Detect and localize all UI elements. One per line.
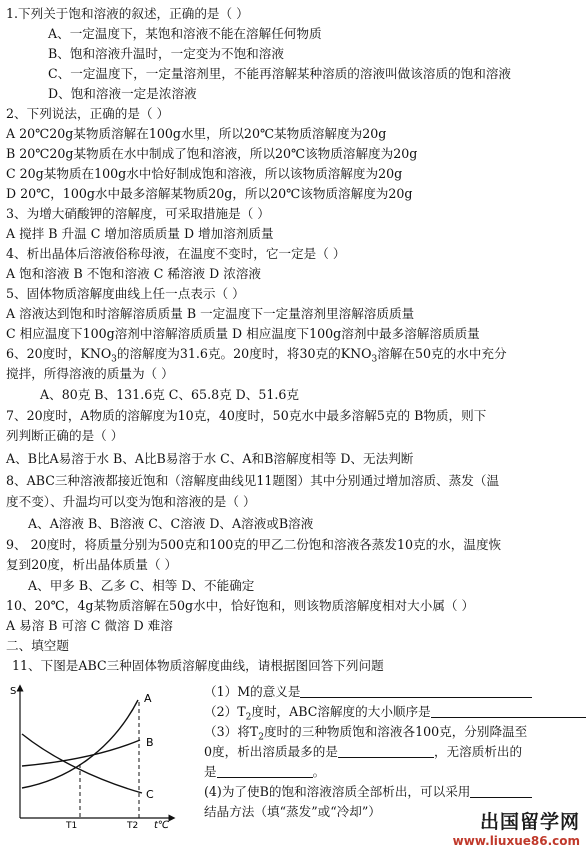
q11-part2: $(2)T_2$度时，ABC溶解度的大小顺序是 [204, 704, 586, 720]
solubility-curve-graph [6, 680, 182, 830]
t1-label: T1 [66, 821, 78, 830]
q11-part3-line2: 0度，析出溶质最多的是 ，无溶质析出的 [204, 744, 523, 759]
answer-blank-1[interactable] [300, 685, 532, 698]
q10-options: A 易溶 B 可溶 C 微溶 D 难溶 [6, 618, 173, 633]
q5-stem: 5、固体物质溶解度曲线上任一点表示（ ） [6, 286, 245, 301]
q11-part1: （1）M的意义是 [204, 684, 532, 700]
q1-stem: 1.下列关于饱和溶液的叙述，正确的是（ ） [6, 6, 249, 21]
q8-stem: 8、ABC三种溶液都接近饱和（溶解度曲线见11题图）其中分别通过增加溶质、蒸发（温 [6, 473, 500, 488]
q11-stem: 11、下图是ABC三种固体物质溶解度曲线，请根据图回答下列问题 [12, 658, 384, 673]
q2-option-b: B 20℃20g某物质在水中制成了饱和溶液，所以20℃该物质溶解度为20g [6, 146, 418, 161]
q11-part3-line3: 是 。 [204, 764, 326, 779]
curve-b [22, 740, 140, 766]
q5-options-cd: C 相应温度下100g溶剂中溶解溶质质量 D 相应温度下100g溶剂中最多溶解溶质质量 [6, 326, 480, 341]
q3-options: A 搅拌 B 升温 C 增加溶质质量 D 增加溶剂质量 [6, 226, 274, 241]
curve-b-label: B [146, 736, 154, 749]
q1-option-d: D、饱和溶液一定是浓溶液 [48, 86, 197, 101]
curve-c-label: C [146, 788, 154, 801]
q11-part3: （3）将$T_2$度时的三种物质饱和溶液各100克，分别降温至 [204, 724, 528, 743]
q9-stem: 9、 20度时，将质量分别为500克和100克的甲乙二份饱和溶液各蒸发10克的水，温度恢 [6, 537, 502, 552]
q1-option-b: B、饱和溶液升温时，一定变为不饱和溶液 [48, 46, 284, 61]
q11-part4-line2: 结晶方法（填“蒸发”或“冷却”） [204, 804, 381, 819]
q2-stem: 2、下列说法，正确的是（ ） [6, 106, 170, 121]
watermark-url: www.liuxue86.com [452, 834, 580, 848]
answer-blank-2[interactable] [431, 705, 586, 718]
q10-stem: 10、20℃，4g某物质溶解在50g水中，恰好饱和，则该物质溶解度相对大小属（ ） [6, 598, 475, 613]
t2-label: T2 [127, 821, 139, 830]
y-axis-label: S [10, 686, 17, 697]
watermark-logo [453, 807, 580, 848]
answer-blank-4[interactable] [217, 765, 313, 778]
q2-option-c: C 20g某物质在100g水中恰好制成饱和溶液，所以该物质溶解度为20g [6, 166, 403, 181]
q5-options-ab: A 溶液达到饱和时溶解溶质质量 B 一定温度下一定量溶剂里溶解溶质质量 [6, 306, 415, 321]
answer-blank-5[interactable] [470, 785, 532, 798]
q8-stem-line2: 度不变）、升温均可以变为饱和溶液的是（ ） [6, 494, 256, 509]
answer-blank-3[interactable] [338, 745, 434, 758]
q4-options: A 饱和溶液 B 不饱和溶液 C 稀溶液 D 浓溶液 [6, 266, 262, 281]
q9-stem-line2: 复到20度，析出晶体质量（ ） [6, 557, 178, 572]
q8-options: A、A溶液 B、B溶液 C、C溶液 D、A溶液或B溶液 [28, 516, 314, 531]
q7-stem-line2: 列判断正确的是（ ） [6, 428, 124, 443]
q6-options: A、80克 B、131.6克 C、65.8克 D、51.6克 [40, 387, 300, 402]
q6-stem: 6、20度时，$KNO_3$的溶解度为31.6克。20度时，将30克的$KNO_3$溶解在50克的水中充分 [6, 346, 507, 365]
q11-part4: (4)为了使B的饱和溶液溶质全部析出，可以采用 [204, 784, 532, 800]
q3-stem: 3、为增大硝酸钾的溶解度，可采取措施是（ ） [6, 206, 270, 221]
q1-option-a: A、一定温度下，某饱和溶液不能在溶解任何物质 [48, 26, 322, 41]
q2-option-a: A 20℃20g某物质溶解在100g水里，所以20℃某物质溶解度为20g [6, 126, 387, 141]
q7-stem: 7、20度时，A物质的溶解度为10克，40度时，50克水中最多溶解5克的 B物质，则下 [6, 408, 487, 423]
q1-option-c: C、一定温度下，一定量溶剂里，不能再溶解某种溶质的溶液叫做该溶质的饱和溶液 [48, 66, 512, 81]
watermark-text: 出国留学网 [479, 811, 580, 833]
x-axis-label: t℃ [154, 820, 170, 830]
q9-options: A、甲多 B、乙多 C、相等 D、不能确定 [28, 578, 255, 593]
curve-a-label: A [144, 692, 152, 705]
q2-option-d: D 20℃，100g水中最多溶解某物质20g，所以20℃该物质溶解度为20g [6, 186, 413, 201]
q6-stem-line2: 搅拌，所得溶液的质量为（ ） [6, 366, 174, 381]
q7-options: A、B比A易溶于水 B、A比B易溶于水 C、A和B溶解度相等 D、无法判断 [6, 451, 414, 466]
section-heading: 二、填空题 [6, 638, 69, 653]
q4-stem: 4、析出晶体后溶液俗称母液，在温度不变时，它一定是（ ） [6, 246, 346, 261]
